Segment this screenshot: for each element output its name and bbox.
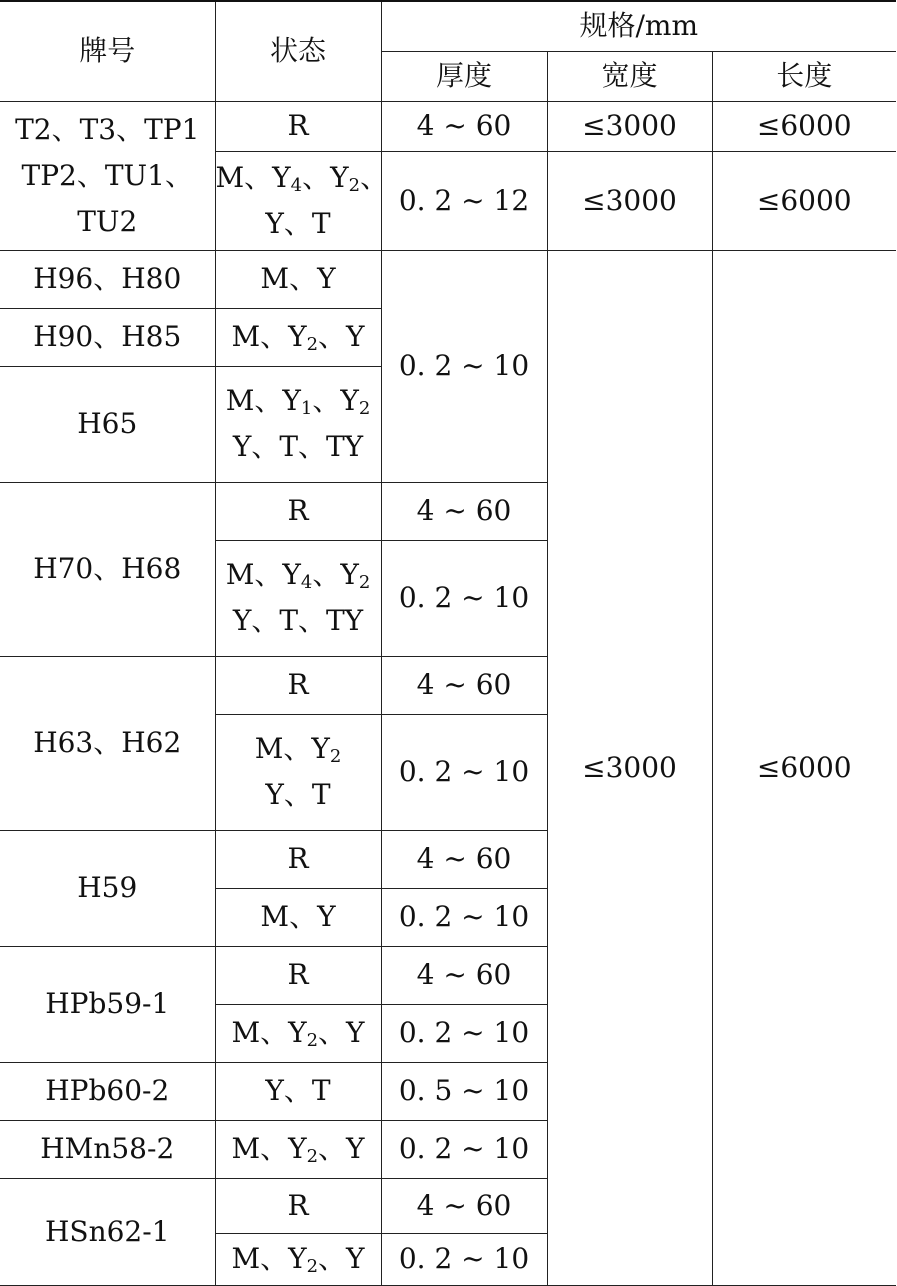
state-text: Y、T bbox=[265, 206, 331, 240]
state-line bbox=[216, 662, 381, 708]
grade-line: TP2、TU1、TU2 bbox=[21, 158, 193, 238]
state-line bbox=[216, 1010, 381, 1056]
state-line bbox=[216, 552, 381, 598]
state-line bbox=[216, 836, 381, 882]
state-line bbox=[216, 952, 381, 998]
state-cell bbox=[215, 366, 381, 482]
width-cell: ≤3000 bbox=[547, 151, 712, 250]
grade-cell: HPb59-1 bbox=[0, 946, 215, 1062]
state-line bbox=[216, 1126, 381, 1172]
state-text: M、Y bbox=[231, 320, 307, 353]
state-text: 、Y bbox=[318, 1132, 365, 1165]
length-cell: ≤6000 bbox=[712, 250, 896, 1285]
grade-cell: HMn58-2 bbox=[0, 1120, 215, 1178]
thickness-cell: 4 ~ 60 bbox=[381, 101, 547, 151]
state-text: 、Y bbox=[312, 558, 359, 591]
state-text: 、Y bbox=[302, 160, 349, 194]
grade-cell: H96、H80 bbox=[0, 250, 215, 308]
state-cell bbox=[215, 830, 381, 888]
state-line bbox=[216, 894, 381, 940]
thickness-cell: 0. 2 ~ 10 bbox=[381, 1120, 547, 1178]
header-width: 宽度 bbox=[547, 51, 712, 101]
width-cell: ≤3000 bbox=[547, 250, 712, 1285]
state-subscript: 4 bbox=[290, 174, 303, 196]
state-line bbox=[216, 488, 381, 534]
length-cell: ≤6000 bbox=[712, 151, 896, 250]
state-subscript: 1 bbox=[300, 398, 313, 419]
state-cell bbox=[215, 888, 381, 946]
state-line bbox=[216, 598, 381, 644]
grade-line: T2、T3、TP1 bbox=[15, 112, 200, 146]
state-cell bbox=[215, 151, 389, 250]
state-text: M、Y bbox=[231, 1132, 307, 1165]
state-subscript: 2 bbox=[306, 334, 319, 355]
state-subscript: 2 bbox=[358, 398, 371, 419]
state-line bbox=[216, 103, 381, 149]
header-state: 状态 bbox=[215, 1, 381, 101]
state-line bbox=[216, 1183, 381, 1229]
state-text: 、Y bbox=[318, 1016, 365, 1049]
thickness-cell: 0. 2 ~ 12 bbox=[381, 151, 547, 250]
state-line bbox=[216, 201, 381, 247]
state-text: M、Y bbox=[215, 160, 291, 194]
header-length: 长度 bbox=[712, 51, 896, 101]
grade-cell: HPb60-2 bbox=[0, 1062, 215, 1120]
state-line bbox=[216, 256, 381, 302]
state-cell bbox=[215, 250, 381, 308]
state-text: R bbox=[287, 958, 309, 991]
state-text: M、Y bbox=[225, 558, 301, 591]
state-text: M、Y bbox=[225, 384, 301, 417]
state-cell bbox=[215, 308, 381, 366]
state-text: R bbox=[287, 109, 309, 142]
thickness-cell: 0. 2 ~ 10 bbox=[381, 714, 547, 830]
state-line bbox=[215, 155, 389, 201]
grade-cell bbox=[0, 101, 215, 250]
state-subscript: 2 bbox=[358, 572, 371, 593]
state-text: M、Y bbox=[231, 1016, 307, 1049]
state-line bbox=[216, 1068, 381, 1114]
state-text: R bbox=[287, 1188, 309, 1222]
table-row bbox=[0, 250, 896, 308]
state-cell bbox=[215, 946, 381, 1004]
table-row bbox=[0, 101, 896, 151]
state-text: 、Y bbox=[318, 320, 365, 353]
state-text: R bbox=[287, 494, 309, 527]
state-text: Y、T bbox=[265, 778, 331, 811]
state-cell bbox=[215, 1178, 381, 1233]
state-cell bbox=[215, 540, 381, 656]
state-text: M、Y bbox=[260, 900, 336, 933]
state-text: R bbox=[287, 668, 309, 701]
state-cell bbox=[215, 482, 381, 540]
header-grade: 牌号 bbox=[0, 1, 215, 101]
state-text: Y、T、TY bbox=[232, 430, 364, 463]
grade-cell: HSn62-1 bbox=[0, 1178, 215, 1285]
thickness-cell: 4 ~ 60 bbox=[381, 656, 547, 714]
state-line bbox=[216, 314, 381, 360]
state-text: Y、T bbox=[265, 1074, 331, 1107]
grade-cell: H70、H68 bbox=[0, 482, 215, 656]
grade-cell: H65 bbox=[0, 366, 215, 482]
header-spec-group: 规格/mm bbox=[381, 1, 896, 51]
state-subscript: 2 bbox=[306, 1146, 319, 1167]
state-text: Y、T、TY bbox=[232, 604, 364, 637]
thickness-cell: 0. 2 ~ 10 bbox=[381, 1233, 547, 1285]
state-cell bbox=[215, 1062, 381, 1120]
state-cell bbox=[215, 1120, 381, 1178]
thickness-cell: 0. 2 ~ 10 bbox=[381, 250, 547, 482]
state-cell bbox=[215, 656, 381, 714]
state-subscript: 2 bbox=[348, 174, 361, 196]
state-text: 、Y bbox=[312, 384, 359, 417]
state-line bbox=[216, 1236, 381, 1282]
length-cell: ≤6000 bbox=[712, 101, 896, 151]
thickness-cell: 4 ~ 60 bbox=[381, 830, 547, 888]
grade-cell: H90、H85 bbox=[0, 308, 215, 366]
grade-cell: H59 bbox=[0, 830, 215, 946]
thickness-cell: 0. 5 ~ 10 bbox=[381, 1062, 547, 1120]
thickness-cell: 4 ~ 60 bbox=[381, 946, 547, 1004]
state-text: 、 bbox=[360, 160, 389, 194]
header-thickness: 厚度 bbox=[381, 51, 547, 101]
state-cell bbox=[215, 101, 381, 151]
state-line bbox=[216, 726, 381, 772]
state-cell bbox=[215, 1004, 381, 1062]
state-text: M、Y bbox=[231, 1242, 307, 1275]
state-subscript: 4 bbox=[300, 572, 313, 593]
state-cell bbox=[215, 1233, 381, 1285]
state-line bbox=[216, 424, 381, 470]
thickness-cell: 0. 2 ~ 10 bbox=[381, 1004, 547, 1062]
state-line bbox=[216, 378, 381, 424]
thickness-cell: 4 ~ 60 bbox=[381, 1178, 547, 1233]
thickness-cell: 0. 2 ~ 10 bbox=[381, 888, 547, 946]
state-text: M、Y bbox=[260, 262, 336, 295]
state-cell bbox=[215, 714, 381, 830]
thickness-cell: 0. 2 ~ 10 bbox=[381, 540, 547, 656]
thickness-cell: 4 ~ 60 bbox=[381, 482, 547, 540]
state-subscript: 2 bbox=[306, 1030, 319, 1051]
state-text: 、Y bbox=[318, 1242, 365, 1275]
state-subscript: 2 bbox=[306, 1256, 319, 1277]
state-text: M、Y bbox=[254, 732, 330, 765]
state-line bbox=[216, 772, 381, 818]
width-cell: ≤3000 bbox=[547, 101, 712, 151]
state-text: R bbox=[287, 842, 309, 875]
state-subscript: 2 bbox=[329, 746, 342, 767]
grade-cell: H63、H62 bbox=[0, 656, 215, 830]
